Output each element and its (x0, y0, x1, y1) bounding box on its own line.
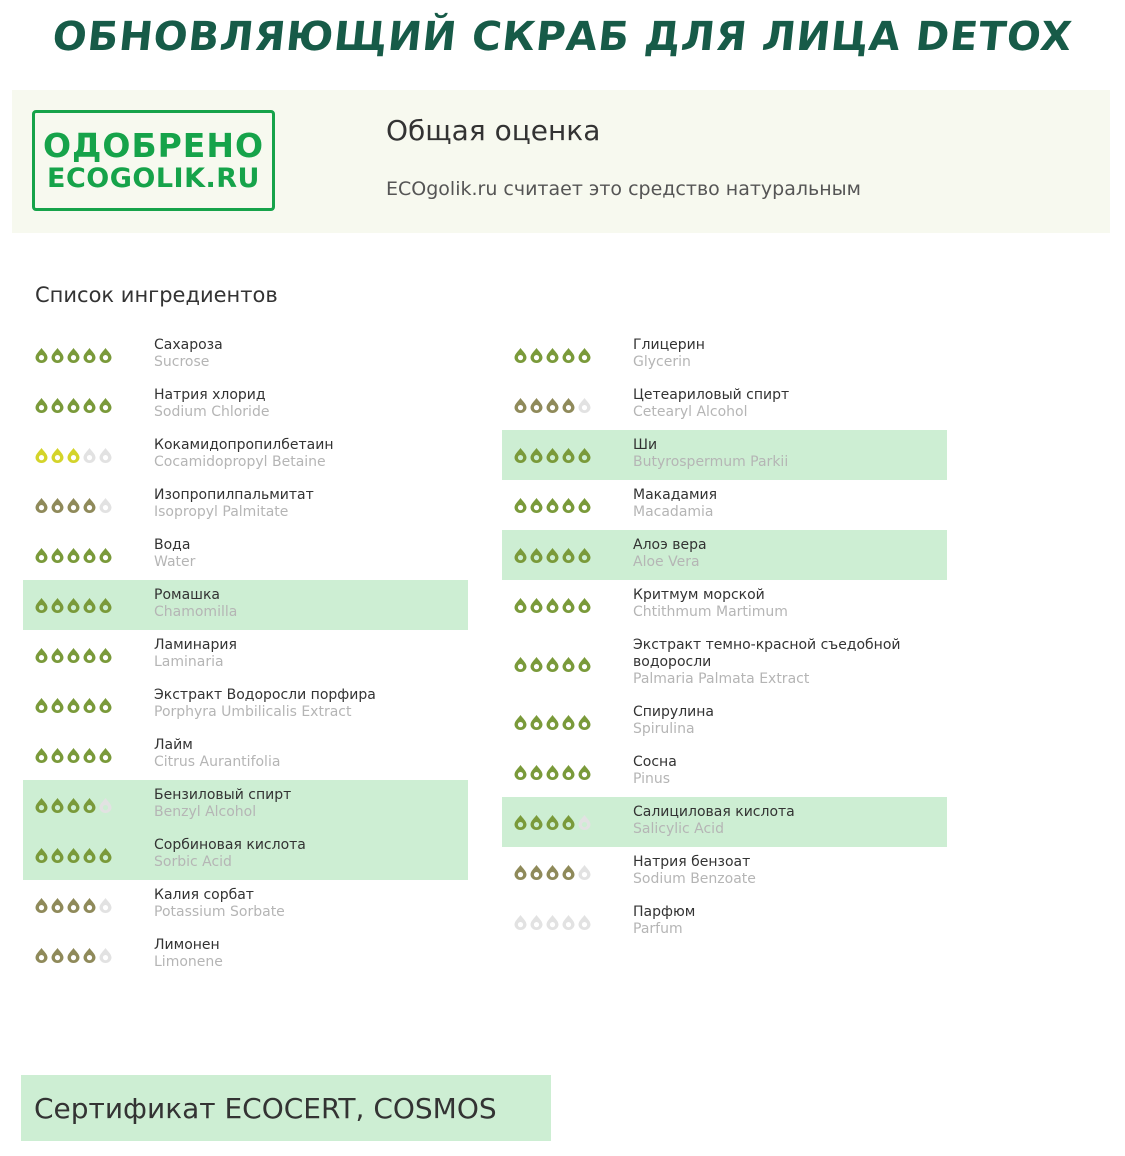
ingredient-name: Критмум морской (633, 587, 765, 603)
rating-leaves (34, 497, 113, 513)
summary-panel (12, 90, 1110, 233)
leaf-icon (529, 814, 544, 830)
ingredient-row[interactable] (23, 930, 468, 980)
ingredient-latin-name: Sucrose (154, 354, 210, 370)
leaf-icon (529, 656, 544, 672)
ingredient-latin-name: Aloe Vera (633, 554, 700, 570)
ingredient-name: Алоэ вера (633, 537, 707, 553)
leaf-icon (545, 397, 560, 413)
rating-leaves (513, 764, 592, 780)
leaf-icon (98, 697, 113, 713)
leaf-icon (50, 547, 65, 563)
leaf-icon (529, 864, 544, 880)
leaf-icon (82, 697, 97, 713)
leaf-icon (529, 347, 544, 363)
ingredient-name: Экстракт темно-красной съедобной водоросли (633, 637, 901, 670)
ingredient-latin-name: Palmaria Palmata Extract (633, 671, 810, 687)
overall-heading: Общая оценка (386, 114, 601, 147)
rating-leaves (513, 864, 592, 880)
ingredient-latin-name: Sorbic Acid (154, 854, 232, 870)
leaf-icon (577, 914, 592, 930)
rating-leaves (513, 714, 592, 730)
ingredient-name: Изопропилпальмитат (154, 487, 314, 503)
leaf-icon (529, 714, 544, 730)
leaf-icon (513, 714, 528, 730)
leaf-icon (98, 647, 113, 663)
ingredient-name: Макадамия (633, 487, 718, 503)
leaf-icon (98, 397, 113, 413)
leaf-icon (34, 947, 49, 963)
leaf-icon (50, 497, 65, 513)
leaf-icon (513, 547, 528, 563)
rating-leaves (513, 347, 592, 363)
ingredient-latin-name: Laminaria (154, 654, 224, 670)
ingredient-name: Ламинария (154, 637, 237, 653)
leaf-icon (98, 447, 113, 463)
leaf-icon (98, 897, 113, 913)
rating-leaves (513, 914, 592, 930)
ingredient-name: Сосна (633, 754, 677, 770)
rating-leaves (34, 697, 113, 713)
ingredient-latin-name: Glycerin (633, 354, 691, 370)
leaf-icon (98, 497, 113, 513)
page-title: ОБНОВЛЯЮЩИЙ СКРАБ ДЛЯ ЛИЦА DETOX (50, 14, 1075, 60)
ingredients-heading: Список ингредиентов (35, 283, 278, 307)
ingredient-name: Парфюм (633, 904, 696, 920)
ingredient-row[interactable] (502, 380, 947, 430)
rating-leaves (34, 947, 113, 963)
leaf-icon (561, 764, 576, 780)
rating-leaves (34, 347, 113, 363)
stamp-line-2: ECOGOLIK.RU (47, 162, 260, 194)
ingredient-latin-name: Potassium Sorbate (154, 904, 285, 920)
leaf-icon (98, 597, 113, 613)
leaf-icon (577, 597, 592, 613)
ingredient-latin-name: Cocamidopropyl Betaine (154, 454, 326, 470)
ingredient-row[interactable] (23, 430, 468, 480)
leaf-icon (577, 397, 592, 413)
ingredient-name: Экстракт Водоросли порфира (154, 687, 376, 703)
leaf-icon (82, 797, 97, 813)
rating-leaves (513, 497, 592, 513)
leaf-icon (66, 547, 81, 563)
rating-leaves (34, 897, 113, 913)
leaf-icon (545, 814, 560, 830)
approved-stamp (32, 110, 275, 211)
leaf-icon (545, 914, 560, 930)
leaf-icon (66, 747, 81, 763)
leaf-icon (82, 747, 97, 763)
leaf-icon (577, 656, 592, 672)
leaf-icon (66, 797, 81, 813)
rating-leaves (34, 647, 113, 663)
leaf-icon (577, 547, 592, 563)
leaf-icon (561, 547, 576, 563)
leaf-icon (561, 447, 576, 463)
ingredient-latin-name: Porphyra Umbilicalis Extract (154, 704, 352, 720)
ingredient-row[interactable] (23, 830, 468, 880)
ingredient-row[interactable] (23, 530, 468, 580)
leaf-icon (34, 597, 49, 613)
ingredient-latin-name: Sodium Benzoate (633, 871, 756, 887)
ingredient-name: Глицерин (633, 337, 705, 353)
leaf-icon (34, 847, 49, 863)
leaf-icon (545, 714, 560, 730)
rating-leaves (513, 597, 592, 613)
leaf-icon (82, 497, 97, 513)
leaf-icon (50, 347, 65, 363)
ingredient-name: Лимонен (154, 937, 220, 953)
leaf-icon (34, 347, 49, 363)
rating-leaves (513, 547, 592, 563)
leaf-icon (66, 397, 81, 413)
ingredient-row[interactable] (23, 580, 468, 630)
ingredients-left-column (23, 330, 468, 980)
leaf-icon (529, 597, 544, 613)
leaf-icon (98, 547, 113, 563)
leaf-icon (50, 747, 65, 763)
ingredients-right-column (502, 330, 947, 947)
ingredient-name: Салициловая кислота (633, 804, 795, 820)
ingredient-latin-name: Macadamia (633, 504, 714, 520)
ingredient-name: Натрия бензоат (633, 854, 751, 870)
overall-text: ECOgolik.ru считает это средство натуральным (386, 178, 861, 200)
rating-leaves (513, 397, 592, 413)
ingredient-row[interactable] (502, 530, 947, 580)
ingredient-latin-name: Cetearyl Alcohol (633, 404, 748, 420)
leaf-icon (513, 597, 528, 613)
leaf-icon (66, 347, 81, 363)
ingredient-latin-name: Parfum (633, 921, 683, 937)
leaf-icon (50, 897, 65, 913)
ingredient-latin-name: Salicylic Acid (633, 821, 724, 837)
leaf-icon (98, 847, 113, 863)
ingredient-latin-name: Pinus (633, 771, 671, 787)
leaf-icon (66, 497, 81, 513)
leaf-icon (66, 447, 81, 463)
leaf-icon (82, 847, 97, 863)
ingredient-name: Сорбиновая кислота (154, 837, 306, 853)
leaf-icon (561, 864, 576, 880)
ingredient-row[interactable] (23, 380, 468, 430)
leaf-icon (561, 714, 576, 730)
ingredient-row[interactable] (23, 680, 468, 730)
leaf-icon (561, 497, 576, 513)
leaf-icon (50, 697, 65, 713)
leaf-icon (34, 647, 49, 663)
leaf-icon (98, 747, 113, 763)
ingredient-latin-name: Water (154, 554, 196, 570)
leaf-icon (66, 597, 81, 613)
ingredient-row[interactable] (23, 730, 468, 780)
leaf-icon (545, 597, 560, 613)
leaf-icon (529, 764, 544, 780)
leaf-icon (50, 447, 65, 463)
ingredient-row[interactable] (23, 780, 468, 830)
leaf-icon (98, 347, 113, 363)
leaf-icon (577, 764, 592, 780)
leaf-icon (66, 847, 81, 863)
leaf-icon (513, 764, 528, 780)
leaf-icon (545, 497, 560, 513)
leaf-icon (529, 397, 544, 413)
leaf-icon (561, 656, 576, 672)
leaf-icon (82, 347, 97, 363)
leaf-icon (82, 647, 97, 663)
leaf-icon (50, 597, 65, 613)
ingredient-name: Лайм (154, 737, 193, 753)
leaf-icon (545, 347, 560, 363)
leaf-icon (545, 547, 560, 563)
leaf-icon (34, 797, 49, 813)
leaf-icon (98, 947, 113, 963)
ingredient-name: Сахароза (154, 337, 223, 353)
leaf-icon (34, 397, 49, 413)
leaf-icon (513, 447, 528, 463)
leaf-icon (529, 497, 544, 513)
ingredient-name: Ши (633, 437, 658, 453)
leaf-icon (513, 864, 528, 880)
leaf-icon (513, 497, 528, 513)
leaf-icon (66, 697, 81, 713)
leaf-icon (513, 656, 528, 672)
leaf-icon (34, 547, 49, 563)
ingredient-row[interactable] (502, 847, 947, 897)
leaf-icon (561, 397, 576, 413)
rating-leaves (34, 397, 113, 413)
ingredient-latin-name: Isopropyl Palmitate (154, 504, 289, 520)
ingredient-name: Калия сорбат (154, 887, 254, 903)
leaf-icon (34, 497, 49, 513)
ingredient-latin-name: Citrus Aurantifolia (154, 754, 281, 770)
rating-leaves (513, 447, 592, 463)
ingredient-row[interactable] (502, 697, 947, 747)
rating-leaves (513, 814, 592, 830)
leaf-icon (34, 897, 49, 913)
ingredient-latin-name: Limonene (154, 954, 223, 970)
certificate-badge: Сертификат ECOCERT, COSMOS (21, 1075, 551, 1141)
ingredient-latin-name: Chtithmum Martimum (633, 604, 788, 620)
rating-leaves (513, 656, 592, 672)
ingredient-name: Цетеариловый спирт (633, 387, 790, 403)
leaf-icon (66, 947, 81, 963)
ingredient-row[interactable] (23, 880, 468, 930)
ingredient-row[interactable] (23, 480, 468, 530)
rating-leaves (34, 797, 113, 813)
leaf-icon (513, 814, 528, 830)
leaf-icon (545, 764, 560, 780)
leaf-icon (50, 397, 65, 413)
leaf-icon (513, 397, 528, 413)
leaf-icon (577, 864, 592, 880)
leaf-icon (577, 814, 592, 830)
leaf-icon (82, 597, 97, 613)
ingredient-latin-name: Benzyl Alcohol (154, 804, 257, 820)
ingredient-row[interactable] (502, 430, 947, 480)
ingredient-name: Вода (154, 537, 191, 553)
ingredient-latin-name: Sodium Chloride (154, 404, 270, 420)
leaf-icon (577, 497, 592, 513)
leaf-icon (34, 747, 49, 763)
rating-leaves (34, 447, 113, 463)
leaf-icon (561, 597, 576, 613)
leaf-icon (50, 847, 65, 863)
ingredient-row[interactable] (502, 580, 947, 630)
leaf-icon (34, 447, 49, 463)
leaf-icon (561, 914, 576, 930)
leaf-icon (545, 864, 560, 880)
ingredient-row[interactable] (502, 630, 947, 697)
ingredient-name: Бензиловый спирт (154, 787, 292, 803)
leaf-icon (529, 547, 544, 563)
leaf-icon (529, 914, 544, 930)
ingredient-row[interactable] (502, 747, 947, 797)
rating-leaves (34, 597, 113, 613)
leaf-icon (98, 797, 113, 813)
leaf-icon (82, 947, 97, 963)
leaf-icon (50, 647, 65, 663)
ingredient-name: Кокамидопропилбетаин (154, 437, 334, 453)
ingredient-latin-name: Chamomilla (154, 604, 238, 620)
leaf-icon (82, 447, 97, 463)
leaf-icon (82, 397, 97, 413)
leaf-icon (545, 447, 560, 463)
stamp-line-1: ОДОБРЕНО (42, 125, 265, 165)
ingredient-row[interactable] (502, 330, 947, 380)
ingredient-name: Натрия хлорид (154, 387, 266, 403)
ingredient-name: Ромашка (154, 587, 220, 603)
ingredient-row[interactable] (23, 630, 468, 680)
ingredient-latin-name: Spirulina (633, 721, 695, 737)
ingredient-name: Спирулина (633, 704, 714, 720)
leaf-icon (50, 947, 65, 963)
leaf-icon (82, 897, 97, 913)
ingredient-latin-name: Butyrospermum Parkii (633, 454, 789, 470)
rating-leaves (34, 547, 113, 563)
leaf-icon (577, 714, 592, 730)
leaf-icon (577, 447, 592, 463)
leaf-icon (34, 697, 49, 713)
leaf-icon (561, 814, 576, 830)
ingredient-row[interactable] (502, 797, 947, 847)
leaf-icon (66, 897, 81, 913)
leaf-icon (82, 547, 97, 563)
rating-leaves (34, 847, 113, 863)
leaf-icon (529, 447, 544, 463)
leaf-icon (50, 797, 65, 813)
ingredient-row[interactable] (502, 480, 947, 530)
leaf-icon (577, 347, 592, 363)
leaf-icon (513, 347, 528, 363)
leaf-icon (545, 656, 560, 672)
ingredient-row[interactable] (23, 330, 468, 380)
leaf-icon (66, 647, 81, 663)
leaf-icon (513, 914, 528, 930)
leaf-icon (561, 347, 576, 363)
ingredient-row[interactable] (502, 897, 947, 947)
rating-leaves (34, 747, 113, 763)
